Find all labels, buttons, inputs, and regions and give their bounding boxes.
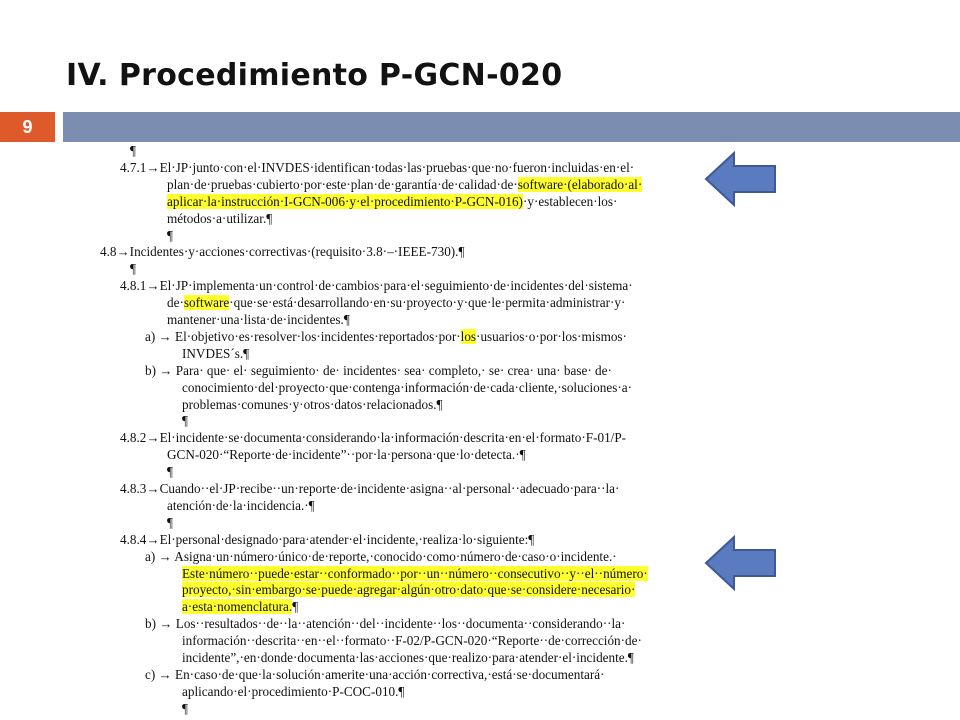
line-text: ¶ [292, 599, 299, 615]
document-line [182, 683, 404, 700]
line-text: de· [167, 295, 184, 311]
line-text: GCN-020·“Reporte·de·incidente”··por·la·persona·que·lo·detecta.·¶ [167, 447, 526, 463]
document-line [167, 514, 173, 531]
highlighted-text: software [183, 295, 230, 311]
highlighted-text: software·(elaborado·al· [517, 176, 643, 192]
document-line [145, 362, 612, 379]
line-text: ·usuarios·o·por·los·mismos· [476, 328, 627, 344]
highlighted-text: Este·número··puede·estar··conformado··por··un··número··consecutivo··y··el··número· [182, 565, 648, 581]
document-line [145, 666, 604, 683]
document-line [167, 497, 315, 514]
document-image [100, 142, 680, 717]
document-line [167, 193, 617, 210]
document-line [182, 649, 634, 666]
highlighted-text: a·esta·nomenclatura. [182, 599, 293, 615]
line-text: 4.8.2→El·incidente·se·documenta·considerando·la·información·descrita·en·el·formato·F-01/P- [120, 430, 627, 446]
document-line [167, 294, 625, 311]
line-text: b) → Los··resultados··de··la··atención··del··incidente··los··documenta··considerando··la· [145, 616, 626, 632]
document-line [182, 565, 648, 582]
left-arrow-icon [704, 534, 778, 592]
left-arrow-icon [704, 150, 778, 208]
slide-title-number: IV. [66, 58, 109, 93]
line-text: INVDES´s.¶ [182, 345, 250, 361]
line-text: aplicando·el·procedimiento·P-COC-010.¶ [182, 683, 405, 699]
slide-title [66, 58, 562, 93]
line-text: ·que·se·está·desarrollando·en·su·proyecto·y·que·le·permita·administrar·y· [229, 295, 626, 311]
line-text: incidente”,·en·donde·documenta·las·acciones·que·realizo·para·atender·el·incidente.¶ [182, 650, 634, 665]
document-line [120, 277, 633, 294]
line-text: ¶ [182, 700, 188, 716]
line-text: plan·de·pruebas·cubierto·por·este·plan·de·garantía·de·calidad·de· [167, 176, 518, 192]
document-line [120, 159, 634, 176]
line-text: 4.8.1→El·JP·implementa·un·control·de·cambios·para·el·seguimiento·de·incidentes·del·sistema· [120, 278, 633, 294]
line-text: ¶ [167, 464, 173, 480]
line-text: 4.8→Incidentes·y·acciones·correctivas·(requisito·3.8·–·IEEE-730).¶ [100, 244, 465, 260]
highlighted-text: proyecto,·sin·embargo·se·puede·agregar·algún·otro·dato·que·se·considere·necesario· [182, 582, 636, 598]
document-line [182, 345, 249, 362]
line-text: 4.8.4→El·personal·designado·para·atender·el·incidente,·realiza·lo·siguiente:¶ [120, 531, 535, 547]
line-text: ¶ [167, 227, 173, 243]
line-text: a) → El·objetivo·es·resolver·los·incidentes·reportados·por· [145, 328, 461, 344]
line-text: b) → Para· que· el· seguimiento· de· incidentes· sea· completo,· se· crea· una· base· de· [145, 362, 612, 378]
document-line [167, 446, 526, 463]
highlighted-text: aplicar·la·instrucción·I-GCN-006·y·el·procedimiento·P-GCN-016) [167, 193, 523, 209]
line-text: 4.8.3→Cuando··el·JP·recibe··un·reporte·de·incidente·asigna··al·personal··adecuado·para··la· [120, 481, 620, 496]
line-text: conocimiento·del·proyecto·que·contenga·información·de·cada·cliente,·soluciones·a· [182, 379, 632, 395]
document-line [145, 548, 617, 565]
line-text: problemas·comunes·y·otros·datos·relacionados.¶ [182, 396, 443, 412]
document-line [100, 243, 464, 260]
document-line [130, 142, 136, 159]
header-accent-bar [63, 112, 960, 142]
document-line [182, 379, 632, 396]
highlighted-text: los [460, 328, 477, 344]
document-line [145, 615, 625, 632]
document-line [182, 632, 642, 649]
document-line [130, 260, 136, 277]
document-line [167, 227, 173, 244]
slide-title-text: Procedimiento P-GCN-020 [118, 58, 563, 93]
document-line [182, 700, 188, 717]
line-text: métodos·a·utilizar.¶ [167, 210, 273, 226]
line-text: ¶ [130, 143, 136, 158]
line-text: c) → En·caso·de·que·la·solución·amerite·una·acción·correctiva,·está·se·documentará· [145, 666, 605, 682]
document-line [182, 581, 635, 598]
line-text: ¶ [182, 413, 188, 429]
document-line [167, 311, 350, 328]
document-line [182, 396, 443, 413]
document-line [167, 176, 642, 193]
line-text: mantener·una·lista·de·incidentes.¶ [167, 312, 350, 327]
document-line [167, 210, 272, 227]
line-text: ·y·establecen·los· [522, 193, 618, 209]
line-text: atención·de·la·incidencia.·¶ [167, 497, 315, 513]
document-line [145, 328, 627, 345]
line-text: ¶ [167, 514, 173, 530]
line-text: información··descrita··en··el··formato··F-02/P-GCN-020·“Reporte··de·corrección·de· [182, 633, 642, 649]
page-number-badge: 9 [0, 112, 55, 142]
document-line [167, 463, 173, 480]
document-line [182, 412, 188, 429]
document-line [120, 531, 534, 548]
line-text: 4.7.1→El·JP·junto·con·el·INVDES·identifican·todas·las·pruebas·que·no·fueron·incluidas·en·el· [120, 159, 635, 175]
document-line [120, 480, 619, 497]
document-line [120, 429, 626, 446]
line-text: a) → Asigna·un·número·único·de·reporte,·conocido·como·número·de·caso·o·incidente.· [145, 548, 617, 564]
line-text: ¶ [130, 261, 136, 277]
document-line [182, 598, 298, 615]
